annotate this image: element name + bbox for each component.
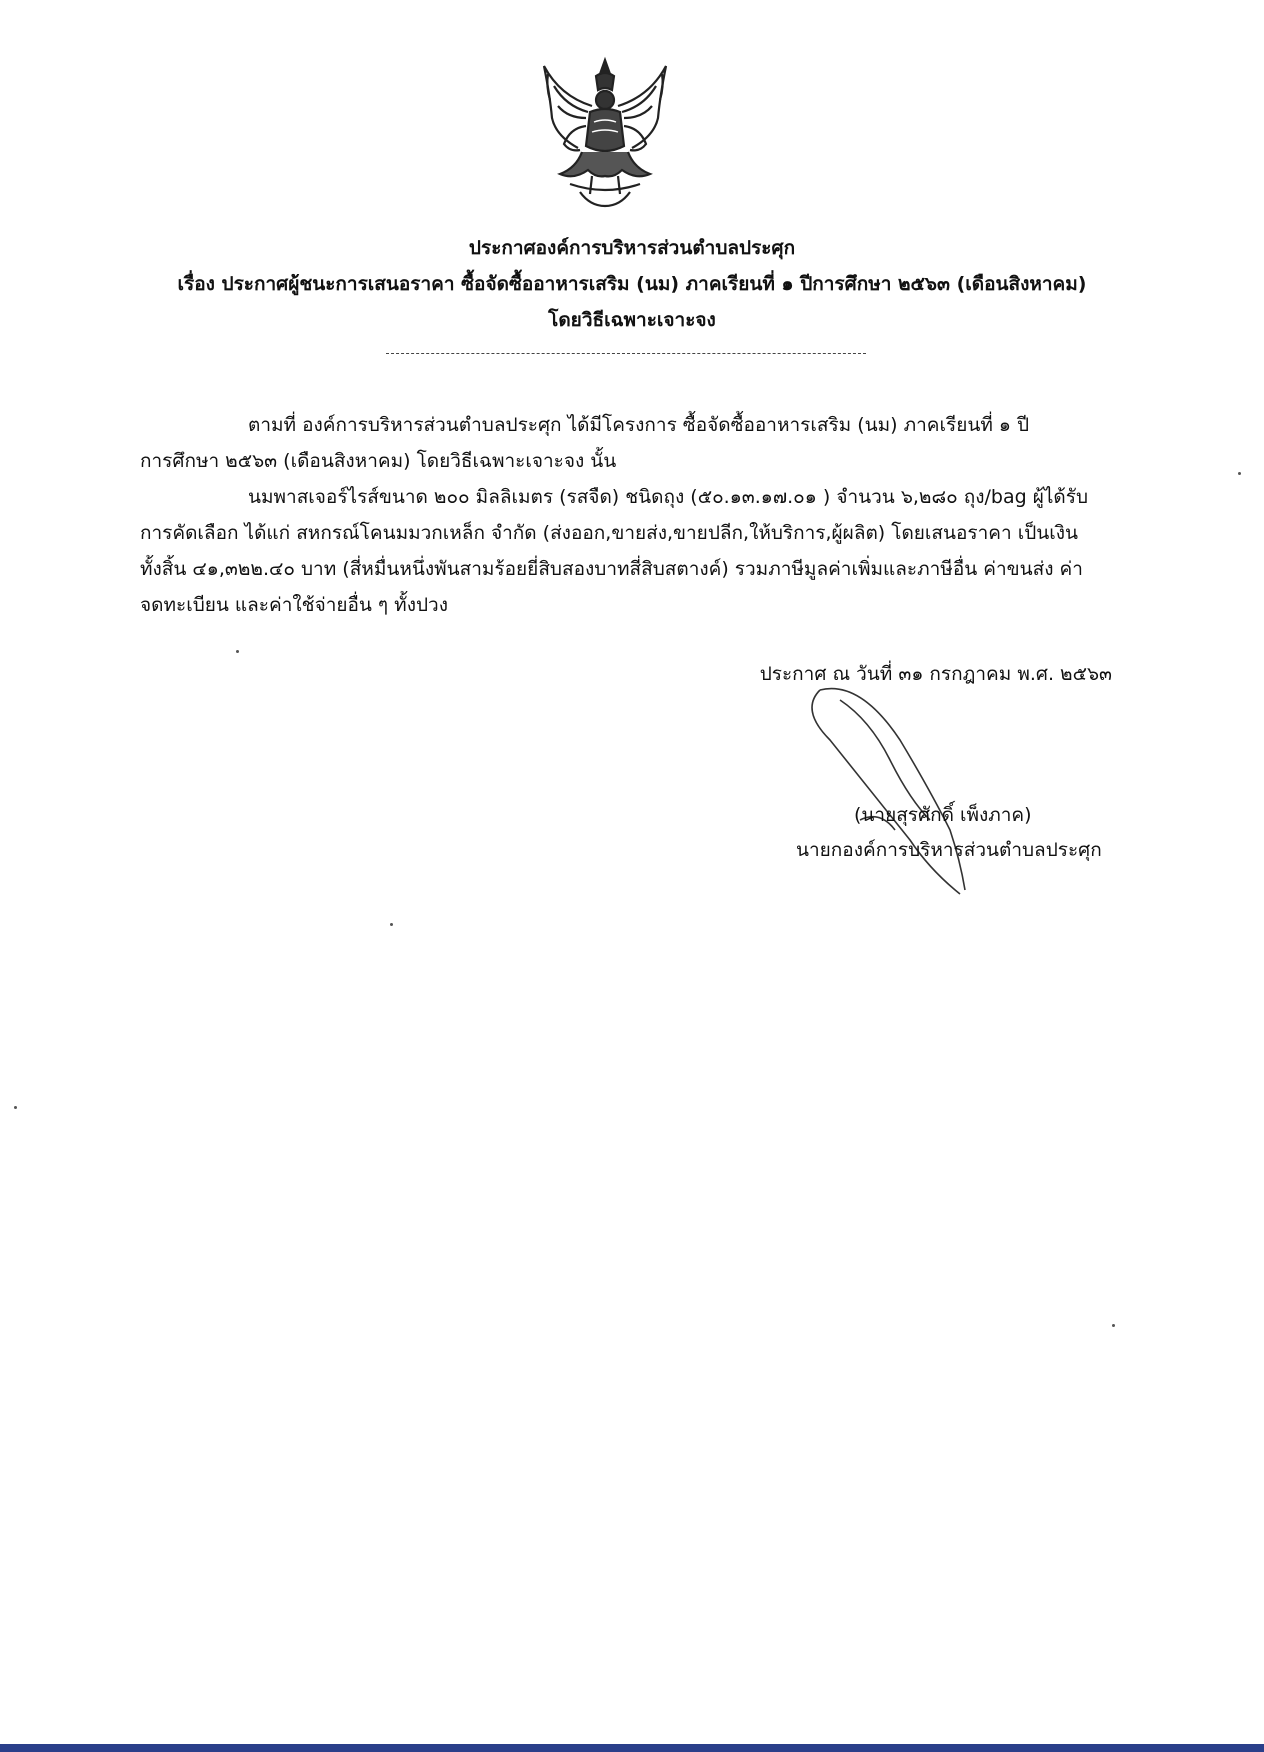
- scan-speck: [236, 650, 239, 653]
- paragraph-2: [140, 479, 1120, 623]
- paragraph-1: [140, 407, 1120, 479]
- header-divider: [386, 353, 866, 354]
- paragraph-1-line-2: การศึกษา ๒๕๖๓ (เดือนสิงหาคม) โดยวิธีเฉพาะเจาะจง นั้น: [140, 450, 617, 472]
- announcement-heading: ประกาศองค์การบริหารส่วนตำบลประศุก: [468, 237, 796, 259]
- scan-speck: [390, 923, 393, 926]
- paragraph-2-line-4: จดทะเบียน และค่าใช้จ่ายอื่น ๆ ทั้งปวง: [140, 594, 448, 616]
- garuda-emblem-icon: [530, 56, 680, 210]
- procurement-method: โดยวิธีเฉพาะเจาะจง: [548, 309, 716, 331]
- paragraph-2-line-3: ทั้งสิ้น ๔๑,๓๒๒.๔๐ บาท (สี่หมื่นหนึ่งพันสามร้อยยี่สิบสองบาทสี่สิบสตางค์) รวมภาษีมูลค่าเพิ่มและภาษีอื่น ค่าขนส่ง ค่า: [140, 558, 1083, 580]
- signer-position: นายกองค์การบริหารส่วนตำบลประศุก: [796, 839, 1102, 861]
- scan-speck: [1112, 1324, 1115, 1327]
- paragraph-2-line-1: นมพาสเจอร์ไรส์ขนาด ๒๐๐ มิลลิเมตร (รสจืด) ชนิดถุง (๕๐.๑๓.๑๗.๐๑ ) จำนวน ๖,๒๘๐ ถุง/bag ผู้ได้รับ: [248, 486, 1089, 508]
- paragraph-1-line-1: ตามที่ องค์การบริหารส่วนตำบลประศุก ได้มีโครงการ ซื้อจัดซื้ออาหารเสริม (นม) ภาคเรียนที่ ๑ ปี: [248, 414, 1030, 436]
- announcement-date: ประกาศ ณ วันที่ ๓๑ กรกฎาคม พ.ศ. ๒๕๖๓: [759, 663, 1112, 685]
- scan-speck: [1238, 472, 1241, 475]
- scan-speck: [14, 1106, 17, 1109]
- paragraph-2-line-2: การคัดเลือก ได้แก่ สหกรณ์โคนมมวกเหล็ก จำกัด (ส่งออก,ขายส่ง,ขายปลีก,ให้บริการ,ผู้ผลิต) โดยเสนอราคา เป็นเงิน: [140, 522, 1079, 544]
- scan-edge-bar: [0, 1744, 1264, 1752]
- signer-name: (นายสุรศักดิ์ เพ็งภาค): [854, 804, 1032, 826]
- announcement-subject: เรื่อง ประกาศผู้ชนะการเสนอราคา ซื้อจัดซื้ออาหารเสริม (นม) ภาคเรียนที่ ๑ ปีการศึกษา ๒๕๖๓ (เดือนสิงหาคม): [177, 273, 1087, 295]
